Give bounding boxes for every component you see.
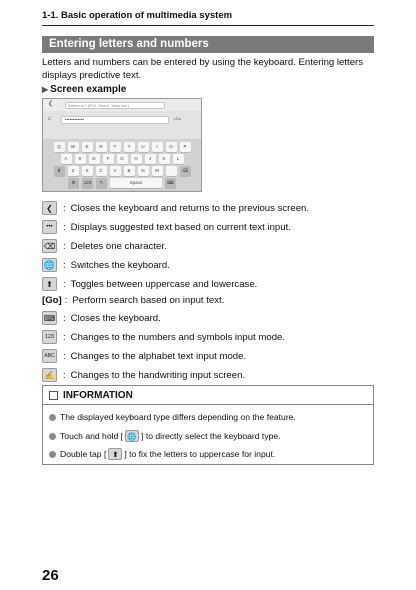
key-f: F bbox=[103, 154, 114, 164]
key-g: G bbox=[117, 154, 128, 164]
legend-desc: Deletes one character. bbox=[70, 240, 167, 252]
info-item-3 bbox=[49, 448, 275, 460]
text-input-field: •••••••••••• bbox=[61, 116, 169, 124]
info-box-icon bbox=[49, 391, 58, 400]
legend-desc: Toggles between uppercase and lowercase. bbox=[70, 278, 258, 290]
example-heading bbox=[42, 84, 126, 95]
key-123: 123 bbox=[82, 178, 93, 188]
info-item-1 bbox=[49, 412, 296, 422]
legend-desc: Changes to the alphabet text input mode. bbox=[70, 350, 247, 362]
key-keyboard-close: ⌨ bbox=[165, 178, 176, 188]
legend-row-numbers: 123 : Changes to the numbers and symbols input mode. bbox=[42, 329, 374, 345]
screen-example bbox=[42, 98, 202, 192]
triangle-marker-icon: ▶ bbox=[42, 85, 49, 94]
keyboard bbox=[43, 139, 201, 192]
globe-icon: 🌐 bbox=[125, 430, 139, 442]
key-shift: ⬆ bbox=[54, 166, 65, 176]
legend-row-close-keyboard: ⌨ : Closes the keyboard. bbox=[43, 312, 161, 324]
key-dot: · bbox=[166, 166, 177, 176]
go-indicator: <Go bbox=[173, 116, 181, 121]
info-text-after: ] to fix the letters to uppercase for input. bbox=[124, 449, 276, 459]
section-title: Entering letters and numbers bbox=[42, 36, 374, 53]
legend-desc: Switches the keyboard. bbox=[70, 259, 170, 271]
legend-row-delete: ⌫ : Deletes one character. bbox=[43, 240, 167, 252]
information-title: INFORMATION bbox=[63, 389, 133, 401]
legend-row-shift: ⬆ : Toggles between uppercase and lowercase. bbox=[42, 276, 374, 292]
legend-desc: Changes to the handwriting input screen. bbox=[70, 369, 246, 381]
more-dots-icon: ••• bbox=[42, 220, 57, 234]
legend-desc: Perform search based on input text. bbox=[72, 294, 225, 306]
key-z: Z bbox=[68, 166, 79, 176]
legend-desc: Displays suggested text based on current text input. bbox=[70, 221, 291, 233]
legend-desc: Closes the keyboard and returns to the previous screen. bbox=[70, 202, 310, 214]
info-text-after: ] to directly select the keyboard type. bbox=[141, 431, 281, 441]
key-b: B bbox=[124, 166, 135, 176]
music-icon: ♫ bbox=[47, 116, 52, 122]
key-d: D bbox=[89, 154, 100, 164]
keyboard-row-2 bbox=[45, 154, 199, 164]
key-n: N bbox=[138, 166, 149, 176]
shift-icon: ⬆ bbox=[42, 277, 57, 291]
shift-icon: ⬆ bbox=[108, 448, 122, 460]
numbers-mode-icon: 123 bbox=[42, 330, 57, 344]
key-a: A bbox=[61, 154, 72, 164]
key-globe: ⚙ bbox=[68, 178, 79, 188]
bullet-icon bbox=[49, 451, 56, 458]
key-handwriting: ✎ bbox=[96, 178, 107, 188]
keyboard-row-3 bbox=[45, 166, 199, 176]
key-e: E bbox=[82, 142, 93, 152]
information-header bbox=[43, 386, 373, 405]
legend-desc: Changes to the numbers and symbols input mode. bbox=[70, 331, 286, 343]
key-s: S bbox=[75, 154, 86, 164]
example-heading-label: Screen example bbox=[50, 84, 127, 95]
legend-row-back: ❮ : Closes the keyboard and returns to the previous screen. bbox=[42, 200, 374, 216]
globe-icon: 🌐 bbox=[42, 258, 57, 272]
key-w: W bbox=[68, 142, 79, 152]
info-text-before: Double tap [ bbox=[60, 449, 107, 459]
running-header: 1-1. Basic operation of multimedia system bbox=[42, 10, 374, 26]
go-key-label: [Go] bbox=[42, 294, 62, 306]
key-p: P bbox=[180, 142, 191, 152]
key-r: R bbox=[96, 142, 107, 152]
key-c: C bbox=[96, 166, 107, 176]
info-text-before: Touch and hold [ bbox=[60, 431, 124, 441]
key-t: T bbox=[110, 142, 121, 152]
legend-row-switch: 🌐 : Switches the keyboard. bbox=[43, 259, 170, 271]
alphabet-mode-icon: ABC bbox=[42, 349, 57, 363]
legend-desc: Closes the keyboard. bbox=[70, 312, 161, 324]
key-v: V bbox=[110, 166, 121, 176]
legend-row-handwriting: ✍ : Changes to the handwriting input screen. bbox=[42, 367, 374, 383]
key-h: H bbox=[131, 154, 142, 164]
key-j: J bbox=[145, 154, 156, 164]
backspace-icon: ⌫ bbox=[42, 239, 57, 253]
intro-text: Letters and numbers can be entered by using the keyboard. Entering letters displays predictive text. bbox=[42, 57, 364, 81]
key-x: X bbox=[82, 166, 93, 176]
back-icon: ❮ bbox=[48, 101, 54, 107]
key-u: U bbox=[138, 142, 149, 152]
key-backspace: ⌫ bbox=[180, 166, 191, 176]
info-item-2 bbox=[49, 430, 281, 442]
key-l: L bbox=[173, 154, 184, 164]
keyboard-close-icon: ⌨ bbox=[42, 311, 57, 325]
bullet-icon bbox=[49, 433, 56, 440]
key-m: M bbox=[152, 166, 163, 176]
key-y: Y bbox=[124, 142, 135, 152]
keyboard-row-1 bbox=[45, 142, 199, 152]
legend-row-alphabet: ABC : Changes to the alphabet text input mode. bbox=[42, 348, 374, 364]
handwriting-icon: ✍ bbox=[42, 368, 57, 382]
destination-field: Where to? (POI, Street, Town etc.) bbox=[65, 102, 165, 109]
legend-row-suggest: ••• : Displays suggested text based on current text input. bbox=[42, 219, 374, 235]
key-q: Q bbox=[54, 142, 65, 152]
key-k: K bbox=[159, 154, 170, 164]
keyboard-row-4 bbox=[45, 178, 199, 188]
legend-row-go: [Go] : Perform search based on input text. bbox=[42, 294, 225, 306]
key-i: I bbox=[152, 142, 163, 152]
screen-top-bar bbox=[43, 99, 201, 111]
page-number: 26 bbox=[42, 567, 59, 584]
key-space: Space bbox=[110, 178, 162, 188]
back-arrow-icon: ❮ bbox=[42, 201, 57, 215]
bullet-icon bbox=[49, 414, 56, 421]
information-box bbox=[42, 385, 374, 465]
info-text: The displayed keyboard type differs depending on the feature. bbox=[60, 412, 296, 422]
key-o: O bbox=[166, 142, 177, 152]
